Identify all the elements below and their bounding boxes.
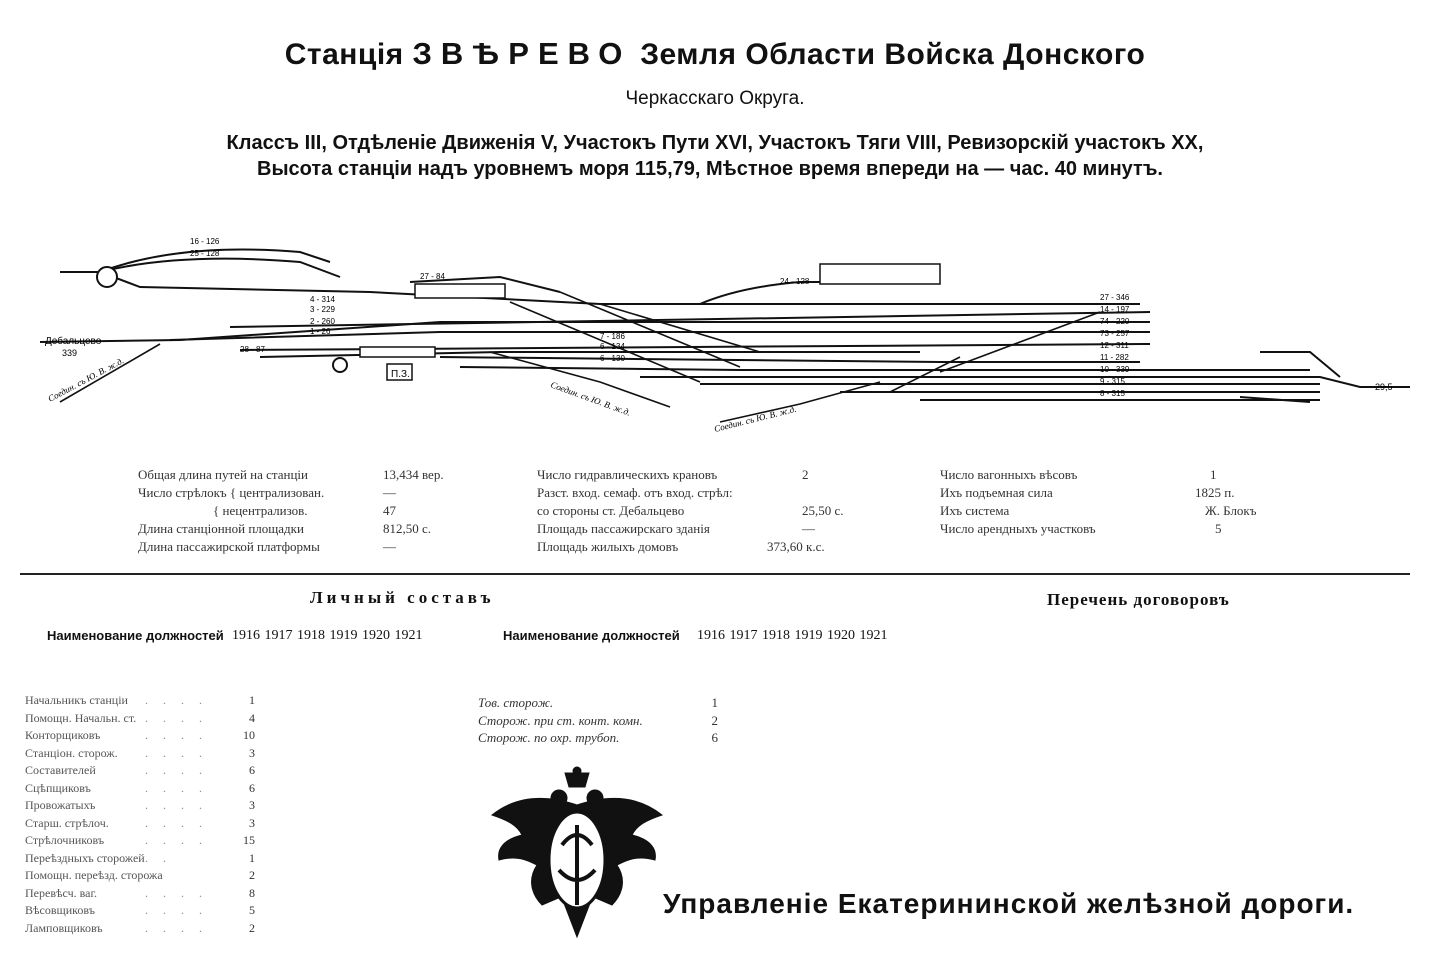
connection-label-1: Соедин. съ Ю. В. ж.д. [46, 355, 126, 404]
track-line [230, 312, 1150, 327]
position-name: Сторож. при ст. конт. комн. [478, 712, 643, 728]
list-item: Сцѣпщиковъ . . . . 6 [25, 780, 255, 798]
track-line [700, 282, 940, 304]
track-line [460, 367, 1310, 370]
left-head-icon [551, 790, 567, 806]
position-name: Начальникъ станціи [25, 693, 128, 707]
title-prefix: Станція [284, 38, 404, 71]
track-number-labels [190, 237, 1130, 398]
water-tower-icon [97, 267, 117, 287]
stat-value: 5 [1215, 521, 1222, 536]
list-item: Стрѣлочниковъ . . . . 15 [25, 832, 255, 850]
stat-row [138, 538, 444, 556]
track-line [440, 357, 1140, 362]
stat-row [940, 520, 1256, 538]
stat-key: Число гидравлическихъ крановъ [537, 467, 718, 482]
position-name: Станціон. сторож. [25, 745, 118, 760]
stat-value: Ж. Блокъ [1205, 503, 1257, 518]
stat-value: 13,434 вер. [383, 467, 444, 482]
position-count: 6 [711, 730, 718, 745]
station-building-icon [820, 264, 940, 284]
personnel-heading: Личный составъ [310, 588, 495, 607]
track-number-label: 74 - 220 [1100, 317, 1130, 326]
list-item [478, 694, 718, 712]
stat-value: 1825 п. [1195, 485, 1235, 500]
track-number-label: 9 - 315 [1100, 377, 1125, 386]
position-count: 2 [711, 712, 718, 728]
stat-row [138, 520, 444, 538]
stat-value: 25,50 с. [802, 503, 844, 518]
stat-value: 2 [802, 467, 809, 482]
track-number-label: 14 - 197 [1100, 305, 1130, 314]
stat-key: Площадь жилыхъ домовъ [537, 539, 679, 554]
connecting-lines [60, 292, 1100, 422]
position-count: 3 [249, 745, 255, 760]
stat-value: 373,60 к.с. [767, 539, 825, 554]
track-number-label: 6 - 134 [600, 342, 625, 351]
column-header-positions: Наименование должностей [47, 628, 224, 643]
okrug-subtitle: Черкасскаго Округа. [625, 88, 805, 109]
list-item: Старш. стрѣлоч. . . . . 3 [25, 815, 255, 833]
stat-row [940, 502, 1256, 520]
right-head-icon [587, 790, 603, 806]
stat-row [138, 502, 444, 520]
position-count: 6 [249, 780, 255, 795]
track-number-label: 6 - 130 [600, 354, 625, 363]
position-name: Ламповщиковъ [25, 920, 103, 935]
list-item: Станціон. сторож. . . . . 3 [25, 745, 255, 763]
stat-row [138, 484, 444, 502]
connection-label-3: Соедин. съ Ю. В. ж.д. [713, 403, 798, 434]
position-count: 10 [243, 728, 255, 742]
track-number-label: 27 - 84 [420, 272, 445, 281]
contracts-heading: Перечень договоровъ [1047, 590, 1230, 609]
list-item: Составителей . . . . 6 [25, 762, 255, 780]
position-count: 5 [249, 903, 255, 917]
stat-value: 1 [1210, 467, 1217, 482]
warehouse-icon [415, 284, 505, 298]
stat-key: Длина станціонной площадки [138, 521, 304, 536]
list-item: Ламповщиковъ . . . . 2 [25, 920, 255, 938]
position-name: Перевѣсч. ваг. [25, 885, 98, 900]
west-station-label: Дебальцево [45, 336, 102, 347]
position-count: 1 [711, 695, 718, 710]
station-class-line: Классъ III, Отдѣленіе Движенія V, Участокъ Пути XVI, Участокъ Тяги VIII, Ревизорскій участокъ XX, [226, 132, 1204, 154]
list-item [478, 729, 718, 747]
list-item [25, 867, 255, 885]
track-line [260, 352, 920, 357]
stat-row [537, 502, 844, 520]
track-number-label: 24 - 128 [780, 277, 810, 286]
position-count: 6 [249, 763, 255, 777]
stat-row [537, 538, 844, 556]
stat-value: — [383, 485, 396, 500]
page-title [0, 36, 1430, 72]
position-count: 2 [249, 920, 255, 935]
main-tracks [40, 250, 1410, 403]
track-line [640, 377, 1410, 387]
list-item: Конторщиковъ . . . . 10 [25, 727, 255, 745]
double-headed-eagle-emblem [487, 765, 667, 940]
stat-row [537, 520, 844, 538]
position-count: 3 [249, 798, 255, 812]
stat-row [940, 484, 1256, 502]
position-name: Составителей [25, 763, 96, 777]
list-item: Начальникъ станціи . . . . 1 [25, 692, 255, 710]
track-number-label: 10 - 339 [1100, 365, 1130, 374]
stat-key: Число стрѣлокъ { централизован. [138, 485, 325, 500]
column-header-years-2: 1916 1917 1918 1919 1920 1921 [697, 628, 888, 643]
stat-row [138, 466, 444, 484]
position-name: Стрѣлочниковъ [25, 833, 105, 847]
position-count: 15 [243, 833, 255, 847]
west-km-label: 339 [62, 348, 78, 358]
list-item: Провожатыхъ . . . . 3 [25, 797, 255, 815]
stat-key: со стороны ст. Дебальцево [537, 503, 685, 518]
connection-label-2: Соедин. съ Ю. В. ж.д. [549, 379, 633, 418]
track-number-label: 3 - 229 [310, 305, 335, 314]
column-header-positions-2: Наименование должностей [503, 628, 680, 643]
track-layout-diagram [40, 232, 1415, 447]
title-suffix: Земля Области Войска Донского [640, 38, 1146, 71]
track-line [60, 272, 1140, 304]
position-name: Старш. стрѣлоч. [25, 815, 109, 830]
list-item: Перевѣсч. ваг. . . . . 8 [25, 885, 255, 903]
water-tank-icon [333, 358, 347, 372]
position-count: 3 [249, 815, 255, 830]
position-count: 2 [249, 868, 255, 882]
stat-key: Длина пассажирской платформы [138, 539, 320, 554]
list-item [478, 712, 718, 730]
stat-row [940, 466, 1256, 484]
track-number-label: 4 - 314 [310, 295, 335, 304]
position-name: Помощн. переѣзд. сторожа [25, 868, 163, 882]
track-number-label: 12 - 311 [1100, 341, 1129, 350]
stat-key: Общая длина путей на станціи [138, 467, 309, 482]
track-number-label: 28 - 87 [240, 345, 265, 354]
position-name: Вѣсовщиковъ [25, 903, 95, 917]
position-count: 1 [249, 693, 255, 707]
staff-list-left [25, 692, 255, 937]
position-count: 1 [249, 850, 255, 865]
platform-icon [360, 347, 435, 357]
stat-key: Площадь пассажирскаго зданія [537, 521, 710, 536]
position-name: Сцѣпщиковъ [25, 780, 91, 795]
crown-cross-icon [573, 767, 581, 775]
position-name: Конторщиковъ [25, 728, 101, 742]
position-name: Сторож. по охр. трубоп. [478, 730, 620, 745]
section-divider [20, 573, 1410, 575]
track-number-label: 16 - 126 [190, 237, 220, 246]
station-altitude-line: Высота станціи надъ уровнемъ моря 115,79, Мѣстное время впереди на — час. 40 минутъ. [257, 158, 1163, 180]
pz-label: П.З. [391, 369, 410, 380]
track-number-label: 27 - 346 [1100, 293, 1130, 302]
position-count: 4 [249, 710, 255, 725]
position-name: Провожатыхъ [25, 798, 96, 812]
stat-key: Ихъ система [940, 503, 1010, 518]
stats-col-1 [138, 466, 444, 556]
list-item: Переѣздныхъ сторожей . . 1 [25, 850, 255, 868]
track-number-label: 2 - 260 [310, 317, 335, 326]
position-name: Переѣздныхъ сторожей [25, 850, 145, 865]
track-number-label: 7 - 186 [600, 332, 625, 341]
stat-value: — [802, 521, 815, 536]
position-count: 8 [249, 885, 255, 900]
list-item: Помощн. Начальн. ст. . . . . 4 [25, 710, 255, 728]
footer-title: Управленіе Екатерининской желѣзной дороги. [663, 888, 1355, 919]
track-line [1260, 352, 1340, 377]
stat-key: Число вагонныхъ вѣсовъ [940, 467, 1078, 482]
stat-key: Разст. вход. семаф. отъ вход. стрѣл: [537, 485, 733, 500]
position-name: Тов. сторож. [478, 695, 554, 710]
east-km-label: 29,5 [1375, 382, 1393, 392]
stat-value: 47 [383, 503, 396, 518]
staff-list-right [478, 694, 718, 747]
column-header-years: 1916 1917 1918 1919 1920 1921 [232, 628, 423, 643]
track-number-label: 25 - 128 [190, 249, 220, 258]
stat-key: Ихъ подъемная сила [940, 485, 1053, 500]
track-number-label: 11 - 282 [1100, 353, 1129, 362]
stat-row [537, 466, 844, 484]
station-name: ЗВѢРЕВО [412, 36, 632, 71]
track-number-label: 1 - 26 [310, 327, 331, 336]
track-number-label: 73 - 257 [1100, 329, 1130, 338]
stat-key: { нецентрализов. [213, 503, 308, 518]
stat-key: Число арендныхъ участковъ [940, 521, 1096, 536]
position-name: Помощн. Начальн. ст. [25, 710, 137, 725]
stat-value: — [383, 539, 396, 554]
stat-row [537, 484, 844, 502]
track-number-label: 8 - 315 [1100, 389, 1125, 398]
list-item: Вѣсовщиковъ . . . . 5 [25, 902, 255, 920]
stats-col-2 [537, 466, 844, 556]
stat-value: 812,50 с. [383, 521, 432, 536]
stats-col-3 [940, 466, 1256, 538]
